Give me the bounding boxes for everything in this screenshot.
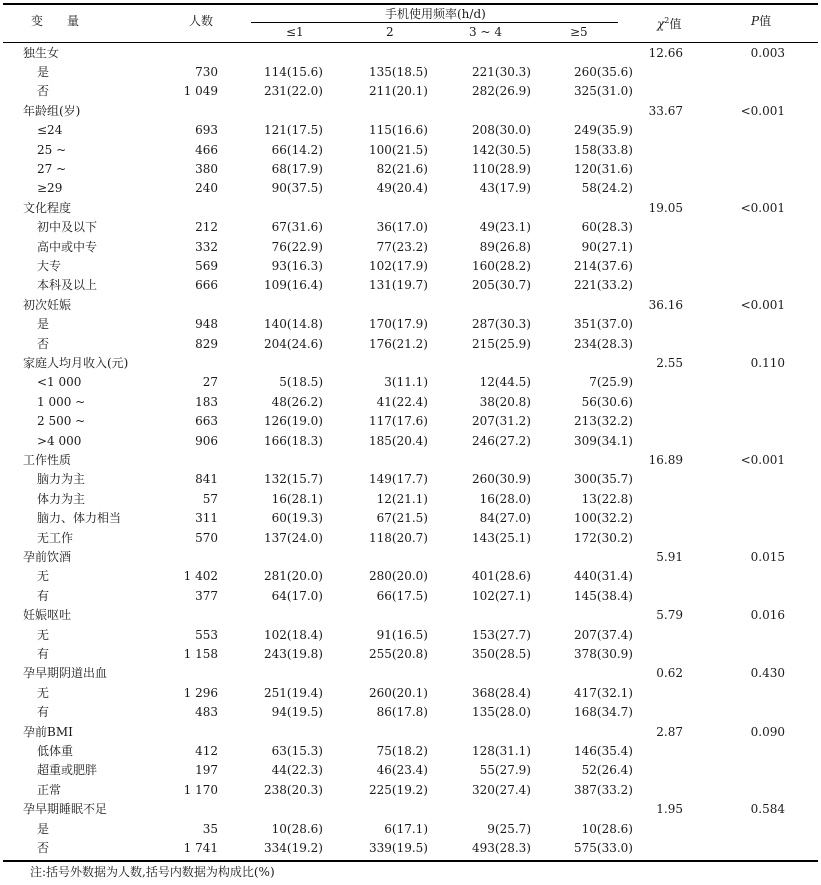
freq-le1-cell: 114(15.6): [264, 64, 323, 79]
table-row: [3, 567, 818, 586]
count-cell: 1 049: [183, 84, 218, 99]
count-cell: 1 741: [183, 840, 218, 855]
freq-2-cell: 185(20.4): [369, 433, 428, 448]
count-cell: 730: [195, 64, 218, 79]
p-symbol: P: [751, 14, 760, 28]
freq-2-cell: 117(17.6): [369, 414, 428, 429]
chi-square-value: 0.62: [656, 666, 683, 681]
table-row: [3, 820, 818, 839]
header-freq-1: ≤1: [286, 25, 304, 39]
freq-2-cell: 86(17.8): [376, 705, 428, 720]
chi-square-value: 36.16: [648, 297, 683, 312]
freq-3-4-cell: 260(30.9): [472, 472, 531, 487]
category-label: 是: [37, 64, 50, 79]
variable-label: 妊娠呕吐: [23, 608, 72, 623]
freq-2-cell: 49(20.4): [376, 181, 428, 196]
freq-ge5-cell: 249(35.9): [574, 123, 633, 138]
freq-2-cell: 339(19.5): [369, 840, 428, 855]
freq-3-4-cell: 282(26.9): [472, 84, 531, 99]
count-cell: 240: [195, 181, 218, 196]
p-value: <0.001: [740, 103, 785, 118]
freq-le1-cell: 90(37.5): [271, 181, 323, 196]
table-row: [3, 839, 818, 858]
freq-ge5-cell: 351(37.0): [574, 317, 633, 332]
freq-3-4-cell: 221(30.3): [472, 64, 531, 79]
count-cell: 483: [195, 705, 218, 720]
category-label: 脑力、体力相当: [37, 511, 122, 526]
category-label: >4 000: [37, 433, 82, 448]
table-row: [3, 141, 818, 160]
freq-2-cell: 36(17.0): [376, 220, 428, 235]
table-row: [3, 529, 818, 548]
freq-3-4-cell: 208(30.0): [472, 123, 531, 138]
header-p-value: [751, 14, 771, 28]
table-row: [3, 257, 818, 276]
chi-square-value: 5.79: [656, 608, 683, 623]
freq-ge5-cell: 207(37.4): [574, 627, 633, 642]
freq-le1-cell: 238(20.3): [264, 782, 323, 797]
count-cell: 1 158: [183, 646, 218, 661]
table-row: [3, 373, 818, 392]
freq-3-4-cell: 135(28.0): [472, 705, 531, 720]
freq-ge5-cell: 378(30.9): [574, 646, 633, 661]
count-cell: 183: [195, 394, 218, 409]
freq-2-cell: 100(21.5): [369, 142, 428, 157]
variable-label: 年龄组(岁): [23, 103, 81, 118]
freq-le1-cell: 204(24.6): [264, 336, 323, 351]
freq-le1-cell: 76(22.9): [271, 239, 323, 254]
category-label: 有: [37, 705, 50, 720]
header-variable: 变 量: [31, 14, 80, 28]
table-row: [3, 63, 818, 82]
freq-le1-cell: 48(26.2): [271, 394, 323, 409]
freq-le1-cell: 10(28.6): [271, 821, 323, 836]
freq-2-cell: 149(17.7): [369, 472, 428, 487]
table-row: [3, 315, 818, 334]
group-row: [3, 664, 818, 683]
freq-2-cell: 75(18.2): [376, 743, 428, 758]
freq-ge5-cell: 146(35.4): [574, 743, 633, 758]
count-cell: 693: [195, 123, 218, 138]
table-row: [3, 587, 818, 606]
chi-square-value: 19.05: [648, 200, 683, 215]
count-cell: 27: [202, 375, 218, 390]
category-label: 有: [37, 588, 50, 603]
freq-le1-cell: 44(22.3): [271, 763, 323, 778]
freq-3-4-cell: 207(31.2): [472, 414, 531, 429]
category-label: ≥29: [37, 181, 63, 196]
freq-le1-cell: 93(16.3): [271, 258, 323, 273]
table-row: [3, 218, 818, 237]
category-label: <1 000: [37, 375, 82, 390]
table-row: [3, 781, 818, 800]
freq-3-4-cell: 287(30.3): [472, 317, 531, 332]
header-chi-square: [657, 14, 681, 31]
variable-label: 孕早期阴道出血: [23, 666, 108, 681]
freq-3-4-cell: 110(28.9): [472, 161, 531, 176]
category-label: 无: [37, 685, 50, 700]
count-cell: 569: [195, 258, 218, 273]
header-freq-2: 2: [386, 25, 394, 39]
table-row: [3, 432, 818, 451]
freq-ge5-cell: 58(24.2): [581, 181, 633, 196]
count-cell: 377: [195, 588, 218, 603]
count-cell: 212: [195, 220, 218, 235]
freq-ge5-cell: 120(31.6): [574, 161, 633, 176]
freq-3-4-cell: 16(28.0): [479, 491, 531, 506]
freq-le1-cell: 16(28.1): [271, 491, 323, 506]
freq-2-cell: 82(21.6): [376, 161, 428, 176]
variable-label: 初次妊娠: [23, 297, 72, 312]
freq-le1-cell: 64(17.0): [271, 588, 323, 603]
group-row: [3, 548, 818, 567]
freq-3-4-cell: 142(30.5): [472, 142, 531, 157]
freq-ge5-cell: 214(37.6): [574, 258, 633, 273]
category-label: 有: [37, 646, 50, 661]
category-label: 无: [37, 627, 50, 642]
freq-ge5-cell: 575(33.0): [574, 840, 633, 855]
freq-3-4-cell: 43(17.9): [479, 181, 531, 196]
freq-le1-cell: 5(18.5): [279, 375, 323, 390]
freq-le1-cell: 102(18.4): [264, 627, 323, 642]
freq-3-4-cell: 128(31.1): [472, 743, 531, 758]
freq-le1-cell: 132(15.7): [264, 472, 323, 487]
freq-3-4-cell: 9(25.7): [487, 821, 531, 836]
freq-2-cell: 135(18.5): [369, 64, 428, 79]
freq-2-cell: 67(21.5): [376, 511, 428, 526]
top-rule: [3, 3, 818, 5]
chi-square-value: 33.67: [648, 103, 683, 118]
category-label: 超重或肥胖: [37, 763, 98, 778]
freq-3-4-cell: 205(30.7): [472, 278, 531, 293]
freq-le1-cell: 251(19.4): [264, 685, 323, 700]
p-value: <0.001: [740, 297, 785, 312]
freq-3-4-cell: 215(25.9): [472, 336, 531, 351]
p-value: 0.016: [750, 608, 785, 623]
table-row: [3, 82, 818, 101]
freq-ge5-cell: 52(26.4): [581, 763, 633, 778]
freq-3-4-cell: 246(27.2): [472, 433, 531, 448]
table-row: [3, 684, 818, 703]
chi-square-value: 5.91: [656, 549, 683, 564]
freq-le1-cell: 121(17.5): [264, 123, 323, 138]
group-row: [3, 44, 818, 63]
freq-3-4-cell: 49(23.1): [479, 220, 531, 235]
freq-3-4-cell: 55(27.9): [479, 763, 531, 778]
category-label: 无工作: [37, 530, 74, 545]
freq-2-cell: 170(17.9): [369, 317, 428, 332]
freq-3-4-cell: 102(27.1): [472, 588, 531, 603]
group-row: [3, 199, 818, 218]
count-cell: 829: [195, 336, 218, 351]
freq-3-4-cell: 401(28.6): [472, 569, 531, 584]
freq-2-cell: 41(22.4): [376, 394, 428, 409]
freq-ge5-cell: 387(33.2): [574, 782, 633, 797]
chi-suffix: 值: [669, 17, 682, 31]
freq-3-4-cell: 320(27.4): [472, 782, 531, 797]
freq-ge5-cell: 260(35.6): [574, 64, 633, 79]
freq-le1-cell: 231(22.0): [264, 84, 323, 99]
freq-le1-cell: 281(20.0): [264, 569, 323, 584]
table-row: [3, 412, 818, 431]
freq-2-cell: 115(16.6): [369, 123, 428, 138]
freq-ge5-cell: 234(28.3): [574, 336, 633, 351]
count-cell: 412: [195, 743, 218, 758]
freq-le1-cell: 140(14.8): [264, 317, 323, 332]
variable-label: 孕前BMI: [23, 724, 73, 739]
variable-label: 家庭人均月收入(元): [23, 355, 129, 370]
variable-label: 孕早期睡眠不足: [23, 802, 108, 817]
freq-3-4-cell: 89(26.8): [479, 239, 531, 254]
category-label: 体力为主: [37, 491, 86, 506]
p-value: 0.015: [750, 549, 785, 564]
freq-2-cell: 66(17.5): [376, 588, 428, 603]
table-row: [3, 160, 818, 179]
freq-ge5-cell: 168(34.7): [574, 705, 633, 720]
count-cell: 570: [195, 530, 218, 545]
freq-2-cell: 225(19.2): [369, 782, 428, 797]
category-label: 否: [37, 84, 50, 99]
freq-2-cell: 12(21.1): [376, 491, 428, 506]
freq-le1-cell: 67(31.6): [271, 220, 323, 235]
category-label: 否: [37, 840, 50, 855]
freq-ge5-cell: 221(33.2): [574, 278, 633, 293]
freq-le1-cell: 68(17.9): [271, 161, 323, 176]
count-cell: 380: [195, 161, 218, 176]
category-label: 2 500 ~: [37, 414, 86, 429]
freq-le1-cell: 109(16.4): [264, 278, 323, 293]
freq-3-4-cell: 38(20.8): [479, 394, 531, 409]
count-cell: 197: [195, 763, 218, 778]
category-label: ≤24: [37, 123, 63, 138]
table-row: [3, 121, 818, 140]
variable-label: 独生女: [23, 45, 60, 60]
category-label: 是: [37, 821, 50, 836]
count-cell: 332: [195, 239, 218, 254]
category-label: 是: [37, 317, 50, 332]
table-row: [3, 742, 818, 761]
count-cell: 553: [195, 627, 218, 642]
variable-label: 孕前饮酒: [23, 549, 72, 564]
p-value: <0.001: [740, 452, 785, 467]
category-label: 1 000 ~: [37, 394, 86, 409]
freq-3-4-cell: 153(27.7): [472, 627, 531, 642]
group-row: [3, 800, 818, 819]
category-label: 无: [37, 569, 50, 584]
freq-3-4-cell: 84(27.0): [479, 511, 531, 526]
chi-square-value: 16.89: [648, 452, 683, 467]
freq-le1-cell: 137(24.0): [264, 530, 323, 545]
freq-le1-cell: 243(19.8): [264, 646, 323, 661]
table-row: [3, 238, 818, 257]
category-label: 正常: [37, 782, 62, 797]
freq-2-cell: 176(21.2): [369, 336, 428, 351]
p-value: 0.003: [750, 45, 785, 60]
freq-2-cell: 3(11.1): [384, 375, 428, 390]
count-cell: 57: [202, 491, 218, 506]
category-label: 27 ~: [37, 161, 67, 176]
freq-ge5-cell: 10(28.6): [581, 821, 633, 836]
freq-ge5-cell: 145(38.4): [574, 588, 633, 603]
freq-ge5-cell: 440(31.4): [574, 569, 633, 584]
freq-ge5-cell: 7(25.9): [589, 375, 633, 390]
group-row: [3, 606, 818, 625]
freq-ge5-cell: 300(35.7): [574, 472, 633, 487]
count-cell: 906: [195, 433, 218, 448]
chi-square-value: 12.66: [648, 45, 683, 60]
count-cell: 948: [195, 317, 218, 332]
freq-ge5-cell: 325(31.0): [574, 84, 633, 99]
chi-superscript: 2: [664, 16, 670, 25]
p-value: <0.001: [740, 200, 785, 215]
group-row: [3, 451, 818, 470]
freq-le1-cell: 126(19.0): [264, 414, 323, 429]
freq-3-4-cell: 368(28.4): [472, 685, 531, 700]
freq-2-cell: 131(19.7): [369, 278, 428, 293]
category-label: 低体重: [37, 743, 74, 758]
category-label: 初中及以下: [37, 220, 98, 235]
variable-label: 文化程度: [23, 200, 72, 215]
freq-ge5-cell: 56(30.6): [581, 394, 633, 409]
table-row: [3, 509, 818, 528]
p-value: 0.584: [750, 802, 785, 817]
freq-le1-cell: 166(18.3): [264, 433, 323, 448]
freq-2-cell: 260(20.1): [369, 685, 428, 700]
freq-2-cell: 211(20.1): [369, 84, 428, 99]
table-row: [3, 393, 818, 412]
count-cell: 35: [202, 821, 218, 836]
freq-ge5-cell: 213(32.2): [574, 414, 633, 429]
freq-le1-cell: 63(15.3): [271, 743, 323, 758]
header-count: 人数: [189, 14, 214, 28]
freq-ge5-cell: 309(34.1): [574, 433, 633, 448]
p-suffix: 值: [759, 14, 772, 28]
freq-3-4-cell: 350(28.5): [472, 646, 531, 661]
freq-ge5-cell: 90(27.1): [581, 239, 633, 254]
group-row: [3, 723, 818, 742]
freq-le1-cell: 94(19.5): [271, 705, 323, 720]
freq-3-4-cell: 143(25.1): [472, 530, 531, 545]
freq-2-cell: 102(17.9): [369, 258, 428, 273]
table-row: [3, 761, 818, 780]
freq-2-cell: 46(23.4): [376, 763, 428, 778]
freq-ge5-cell: 417(32.1): [574, 685, 633, 700]
count-cell: 466: [195, 142, 218, 157]
category-label: 本科及以上: [37, 278, 98, 293]
table-row: [3, 335, 818, 354]
freq-2-cell: 91(16.5): [376, 627, 428, 642]
category-label: 否: [37, 336, 50, 351]
chi-square-value: 1.95: [656, 802, 683, 817]
freq-2-cell: 6(17.1): [384, 821, 428, 836]
table-note: 注:括号外数据为人数,括号内数据为构成比(%): [30, 865, 275, 879]
table-row: [3, 179, 818, 198]
table-row: [3, 470, 818, 489]
count-cell: 663: [195, 414, 218, 429]
count-cell: 1 170: [183, 782, 218, 797]
count-cell: 1 402: [183, 569, 218, 584]
p-value: 0.110: [750, 355, 785, 370]
table-row: [3, 703, 818, 722]
p-value: 0.430: [750, 666, 785, 681]
chi-square-value: 2.55: [656, 355, 683, 370]
freq-ge5-cell: 172(30.2): [574, 530, 633, 545]
table-row: [3, 490, 818, 509]
freq-3-4-cell: 160(28.2): [472, 258, 531, 273]
header-freq-4: ≥5: [570, 25, 588, 39]
category-label: 高中或中专: [37, 239, 98, 254]
table-row: [3, 276, 818, 295]
freq-le1-cell: 60(19.3): [271, 511, 323, 526]
category-label: 25 ~: [37, 142, 67, 157]
freq-2-cell: 77(23.2): [376, 239, 428, 254]
category-label: 大专: [37, 258, 62, 273]
group-row: [3, 354, 818, 373]
freq-le1-cell: 334(19.2): [264, 840, 323, 855]
count-cell: 311: [195, 511, 218, 526]
freq-3-4-cell: 493(28.3): [472, 840, 531, 855]
freq-ge5-cell: 158(33.8): [574, 142, 633, 157]
freq-2-cell: 280(20.0): [369, 569, 428, 584]
variable-label: 工作性质: [23, 452, 72, 467]
freq-le1-cell: 66(14.2): [271, 142, 323, 157]
freq-ge5-cell: 13(22.8): [581, 491, 633, 506]
table-row: [3, 645, 818, 664]
count-cell: 666: [195, 278, 218, 293]
group-row: [3, 296, 818, 315]
group-row: [3, 102, 818, 121]
freq-3-4-cell: 12(44.5): [479, 375, 531, 390]
frequency-group-rule: [251, 22, 618, 23]
freq-ge5-cell: 60(28.3): [581, 220, 633, 235]
count-cell: 1 296: [183, 685, 218, 700]
freq-2-cell: 255(20.8): [369, 646, 428, 661]
count-cell: 841: [195, 472, 218, 487]
category-label: 脑力为主: [37, 472, 86, 487]
freq-2-cell: 118(20.7): [369, 530, 428, 545]
freq-ge5-cell: 100(32.2): [574, 511, 633, 526]
table-row: [3, 626, 818, 645]
header-frequency-group: 手机使用频率(h/d): [385, 7, 486, 21]
p-value: 0.090: [750, 724, 785, 739]
chi-symbol: χ: [657, 17, 665, 31]
bottom-rule: [3, 860, 818, 862]
header-freq-3: 3 ~ 4: [469, 25, 502, 39]
chi-square-value: 2.87: [656, 724, 683, 739]
